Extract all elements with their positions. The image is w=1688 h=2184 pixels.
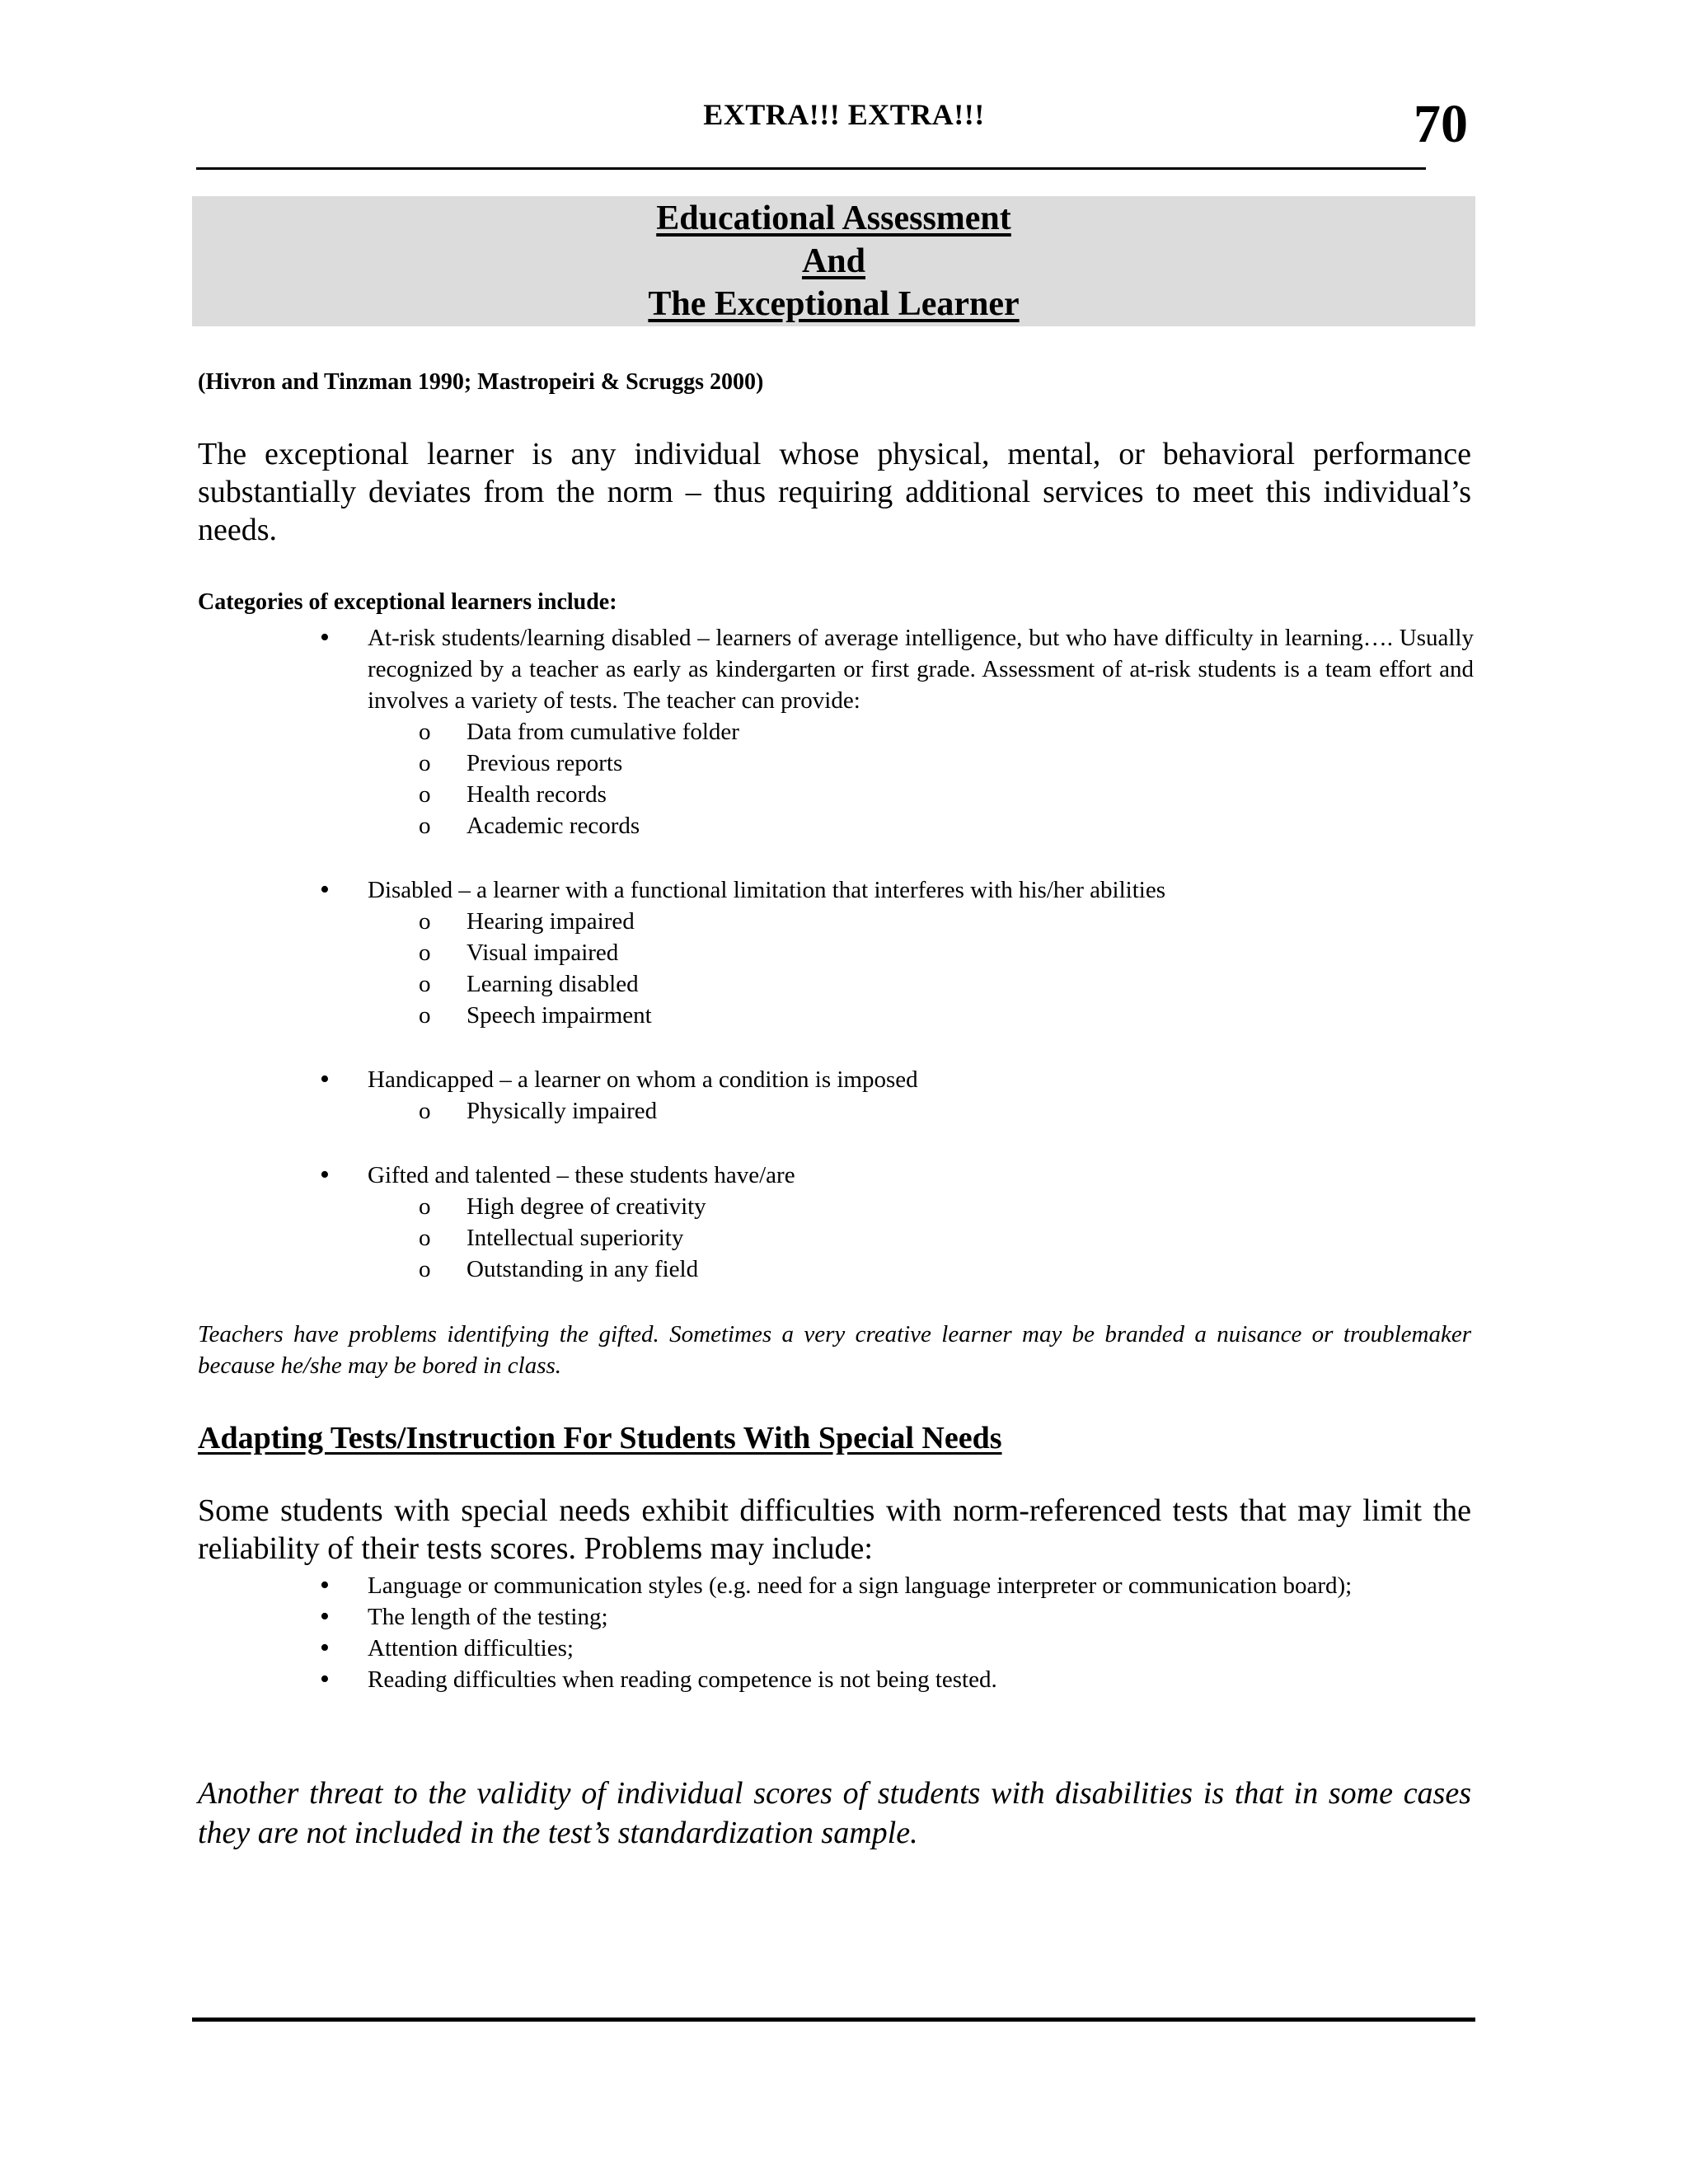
- problem-item: • Language or communication styles (e.g. need for a sign language interpreter or communication board);: [368, 1570, 1474, 1601]
- category-text: Handicapped – a learner on whom a condition is imposed: [368, 1066, 918, 1093]
- problems-list: [368, 1570, 1474, 1695]
- intro-paragraph: The exceptional learner is any individual whose physical, mental, or behavioral performance substantially deviates from the norm – thus requiring additional services to meet this individual’s needs.: [198, 437, 1471, 547]
- section-heading: Adapting Tests/Instruction For Students With Special Needs: [198, 1421, 1002, 1455]
- sub-item: o Data from cumulative folder: [368, 716, 1474, 748]
- sub-item: o Visual impaired: [368, 937, 1474, 968]
- closing-paragraph: Another threat to the validity of individual scores of students with disabilities is that in some cases they are not included in the test’s standardization sample.: [198, 1776, 1471, 1850]
- sub-item: o High degree of creativity: [368, 1191, 1474, 1222]
- category-item-handicapped: [368, 1064, 1474, 1095]
- category-item-disabled: [368, 874, 1474, 906]
- problem-item: • Attention difficulties;: [368, 1633, 1474, 1664]
- header-rule: [196, 167, 1426, 170]
- sub-item: o Speech impairment: [368, 1000, 1474, 1031]
- problem-item: • Reading difficulties when reading competence is not being tested.: [368, 1664, 1474, 1695]
- gifted-note: Teachers have problems identifying the gifted. Sometimes a very creative learner may be branded a nuisance or troublemaker because he/she may be bored in class.: [198, 1321, 1471, 1379]
- title-line-1: Educational Assessment: [656, 199, 1011, 237]
- sub-item: o Intellectual superiority: [368, 1222, 1474, 1254]
- sub-item: o Hearing impaired: [368, 906, 1474, 937]
- footer-rule: [192, 2018, 1475, 2022]
- category-text: Gifted and talented – these students have/are: [368, 1162, 795, 1188]
- categories-heading: Categories of exceptional learners include:: [198, 589, 617, 615]
- category-item-gifted: [368, 1160, 1474, 1191]
- title-line-2: And: [801, 242, 866, 280]
- sub-item: o Academic records: [368, 810, 1474, 841]
- category-item-at-risk: [368, 622, 1474, 716]
- categories-list: [368, 622, 1474, 1285]
- section-intro: Some students with special needs exhibit difficulties with norm-referenced tests that may limit the reliability of their tests scores. Problems may include:: [198, 1493, 1471, 1566]
- sub-item: o Physically impaired: [368, 1095, 1474, 1127]
- sub-item: o Outstanding in any field: [368, 1254, 1474, 1285]
- title-line-3: The Exceptional Learner: [648, 285, 1020, 323]
- sub-item: o Learning disabled: [368, 968, 1474, 1000]
- category-text: Disabled – a learner with a functional limitation that interferes with his/her abilities: [368, 877, 1165, 903]
- sub-item: o Health records: [368, 779, 1474, 810]
- category-text: At-risk students/learning disabled – learners of average intelligence, but who have difficulty in learning…. Usually recognized by a teacher as early as kindergarten or first grade. Assessment of at-risk students is a team effort and involves a variety of tests. The teacher can provide:: [368, 625, 1474, 714]
- title-box: [192, 196, 1475, 326]
- page-number: 70: [1414, 94, 1468, 154]
- citation: (Hivron and Tinzman 1990; Mastropeiri & Scruggs 2000): [198, 369, 764, 395]
- problem-item: • The length of the testing;: [368, 1601, 1474, 1633]
- header-title: EXTRA!!! EXTRA!!!: [703, 98, 985, 131]
- sub-item: o Previous reports: [368, 748, 1474, 779]
